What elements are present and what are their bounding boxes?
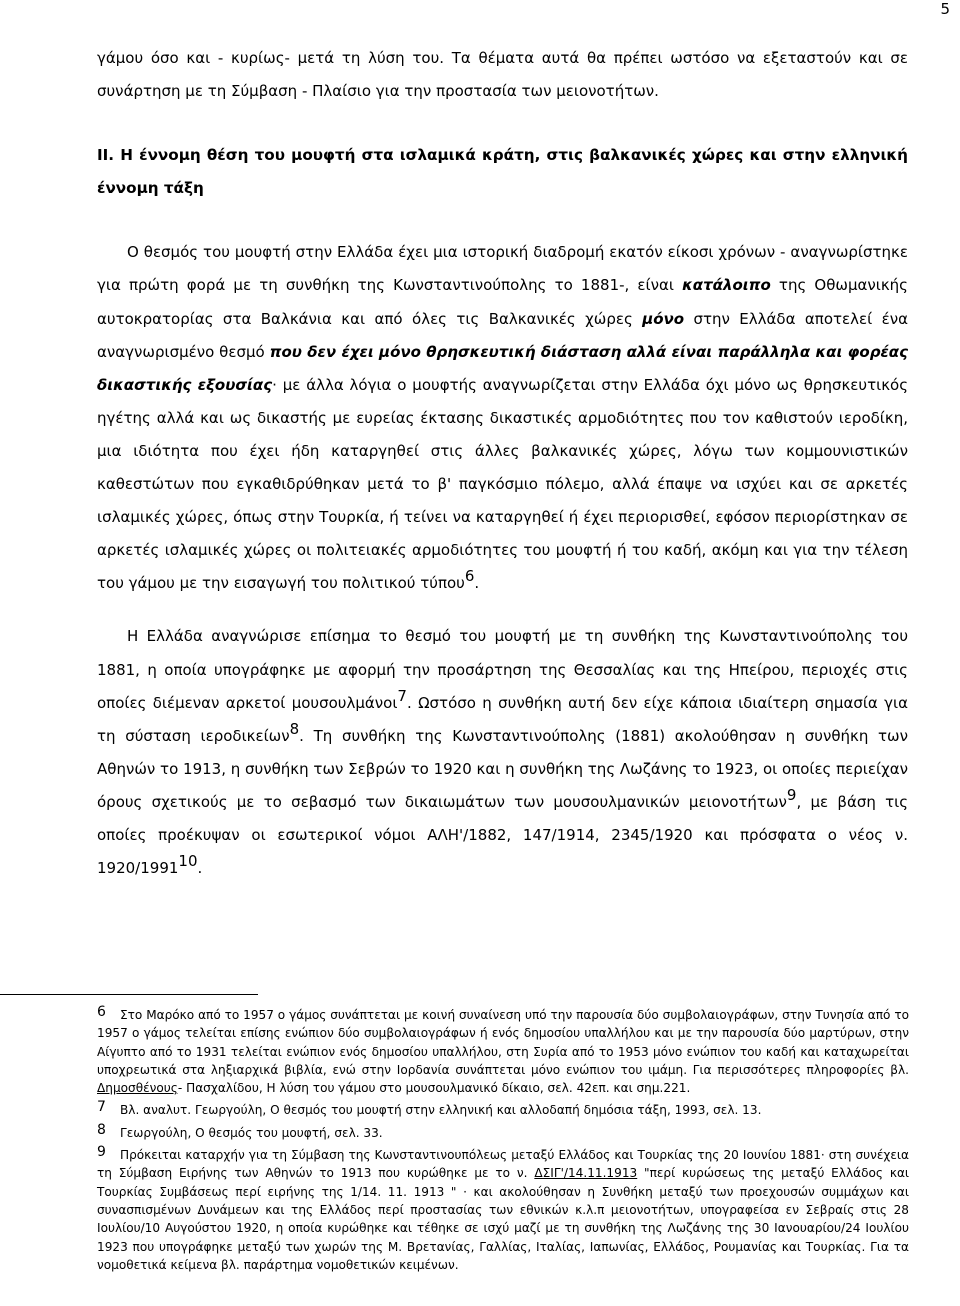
emphasis-only: μόνο [642, 309, 685, 328]
footnote-mark: 9 [97, 1144, 106, 1161]
footnote-separator [0, 994, 258, 995]
body-text [97, 42, 908, 885]
footnote-ref-10[interactable]: 10 [178, 852, 198, 871]
footnote-ref-6[interactable]: 6 [464, 567, 475, 586]
footnote-ref-9[interactable]: 9 [786, 785, 797, 804]
paragraph-intro: γάμου όσο και - κυρίως- μετά τη λύση του. Τα θέματα αυτά θα πρέπει ωστόσο να εξεταστούν και σε συνάρτηση με τη Σύμβαση - Πλαίσιο για την προστασία των μειονοτήτων. [97, 49, 908, 101]
footnote-mark: 8 [97, 1121, 106, 1138]
page-number: 5 [940, 0, 950, 18]
emphasis-judicial-power: που δεν έχει μόνο θρησκευτική διάσταση αλλά είναι παράλληλα και φορέας δικαστικής εξουσίας [97, 342, 908, 394]
footnote-ref-8[interactable]: 8 [289, 719, 300, 738]
paragraph-treaties: Η Ελλάδα αναγνώρισε επίσημα το θεσμό του μουφτή με τη συνθήκη της Κωνσταντινούπολης του 1881, η οποία υπογράφηκε με αφορμή την προσάρτηση της Θεσσαλίας και της Ηπείρου, περιοχές στις οποίες διέμεναν αρκετοί μουσουλμάνοι$^7$. Ωστόσο η συνθήκη αυτή δεν είχε κάποια ιδιαίτερη σημασία για τη σύσταση ιεροδικείων$^8$. Τη συνθήκη της Κωνσταντινούπολης (1881) ακολούθησαν η συνθήκη των Αθηνών το 1913, η συνθήκη των Σεβρών το 1920 και η συνθήκη της Λωζάνης το 1923, οι οποίες περιείχαν όρους σχετικούς με το σεβασμό των δικαιωμάτων των μουσουλμανικών μειονοτήτων$^9$, με βάση τις οποίες προέκυψαν οι εσωτερικοί νόμοι ΑΛΗ'/1882, 147/1914, 2345/1920 και πρόσφατα ο νέος ν. 1920/1991$^{10}$. [97, 627, 909, 878]
footnote-7: 7 Βλ. αναλυτ. Γεωργούλη, Ο θεσμός του μουφτή στην ελληνική και αλλοδαπή δημόσια τάξη, 1993, σελ. 13. [97, 1099, 762, 1118]
section-heading: II. Η έννομη θέση του μουφτή στα ισλαμικά κράτη, στις βαλκανικές χώρες και στην ελληνική έννομη τάξη [97, 146, 908, 198]
footnote-link-author[interactable]: Δημοσθένους [97, 1081, 178, 1096]
footnote-mark: 7 [97, 1099, 106, 1116]
footnotes [97, 1006, 909, 1274]
footnote-6: 6 Στο Μαρόκο από το 1957 ο γάμος συνάπτεται με κοινή συναίνεση υπό την παρουσία δύο συμβολαιογράφων, στην Τυνησία από το 1957 ο γάμος τελείται επίσης ενώπιον δύο συμβολαιογράφων ή ενός δημοσίου υπαλλήλου και με την παρουσία δύο μαρτύρων, στην Αίγυπτο από το 1931 τελείται ενώπιον ενός δημοσίου υπαλλήλου, στη Συρία από το 1953 μόνο ενώπιον του καδή και καταχωρείται υποχρεωτικά στα ληξιαρχικά βιβλία, ενώ στην Ιορδανία συνάπτεται μόνο ενώπιον του ιμάμη. Για περισσότερες πληροφορίες βλ. Δημοσθένους- Πασχαλίδου, Η λύση του γάμου στο μουσουλμανικό δίκαιο, σελ. 42επ. και σημ.221. [97, 1004, 909, 1096]
footnote-link-law[interactable]: ΔΣΙΓ'/14.11.1913 [534, 1166, 638, 1181]
paragraph-mufti-institution: Ο θεσμός του μουφτή στην Ελλάδα έχει μια ιστορική διαδρομή εκατόν είκοσι χρόνων - αναγνωρίστηκε για πρώτη φορά με τη συνθήκη της Κωνσταντινούπολης το 1881-, είναι κατάλοιπο της Οθωμανικής αυτοκρατορίας στα Βαλκάνια και από όλες τις Βαλκανικές χώρες μόνο στην Ελλάδα αποτελεί ένα αναγνωρισμένο θεσμό που δεν έχει μόνο θρησκευτική διάσταση αλλά είναι παράλληλα και φορέας δικαστικής εξουσίας· με άλλα λόγια ο μουφτής αναγνωρίζεται στην Ελλάδα όχι μόνο ως θρησκευτικός ηγέτης αλλά και ως δικαστής με ευρείας έκτασης δικαστικές αρμοδιότητες που τον καθιστούν ιεροδίκη, μια ιδιότητα που έχει ήδη καταργηθεί στις άλλες βαλκανικές χώρες, λόγω των κομμουνιστικών καθεστώτων που εγκαθιδρύθηκαν μετά το β' παγκόσμιο πόλεμο, αλλά έπαψε να ισχύει και σε αρκετές ισλαμικές χώρες, όπως στην Τουρκία, ή τείνει να καταργηθεί ή έχει περιορισθεί, εφόσον περιορίστηκαν σε αρκετές ισλαμικές χώρες οι πολιτειακές αρμοδιότητες του μουφτή ή του καδή, ακόμη και για την τέλεση του γάμου με την εισαγωγή του πολιτικού τύπου$^6$. [97, 243, 909, 593]
footnote-9: 9 Πρόκειται καταρχήν για τη Σύμβαση της Κωνσταντινουπόλεως μεταξύ Ελλάδος και Τουρκίας της 20 Ιουνίου 1881· στη συνέχεια τη Σύμβαση Ειρήνης των Αθηνών το 1913 που κυρώθηκε με το ν. ΔΣΙΓ'/14.11.1913 "περί κυρώσεως της μεταξύ Ελλάδος και Τουρκίας Συμβάσεως περί ειρήνης της 1/14. 11. 1913 " · και ακολούθησαν η Συνθήκη μεταξύ των προεχουσών συμμάχων και συνασπισμένων Δυνάμεων και της Ελλάδος περί προστασίας των εθνικών κ.λ.π μειονοτήτων, υπογραφείσα εν Σεβραίς στις 28 Ιουλίου/10 Αυγούστου 1920, η οποία κυρώθηκε και τέθηκε σε ισχύ μαζί με τη συνθήκη της Λωζάνης της 30 Ιανουαρίου/24 Ιουλίου 1923 που υπογράφηκε μεταξύ των χωρών της Μ. Βρετανίας, Γαλλίας, Ιταλίας, Ιαπωνίας, Ελλάδος, Ρουμανίας και Τουρκίας. Για τα νομοθετικά κείμενα βλ. παράρτημα νομοθετικών κειμένων. [97, 1144, 910, 1272]
footnote-8: 8 Γεωργούλη, Ο θεσμός του μουφτή, σελ. 33. [97, 1121, 383, 1140]
emphasis-remnant: κατάλοιπο [682, 276, 771, 295]
footnote-ref-7[interactable]: 7 [397, 686, 407, 705]
footnote-mark: 6 [97, 1004, 106, 1020]
